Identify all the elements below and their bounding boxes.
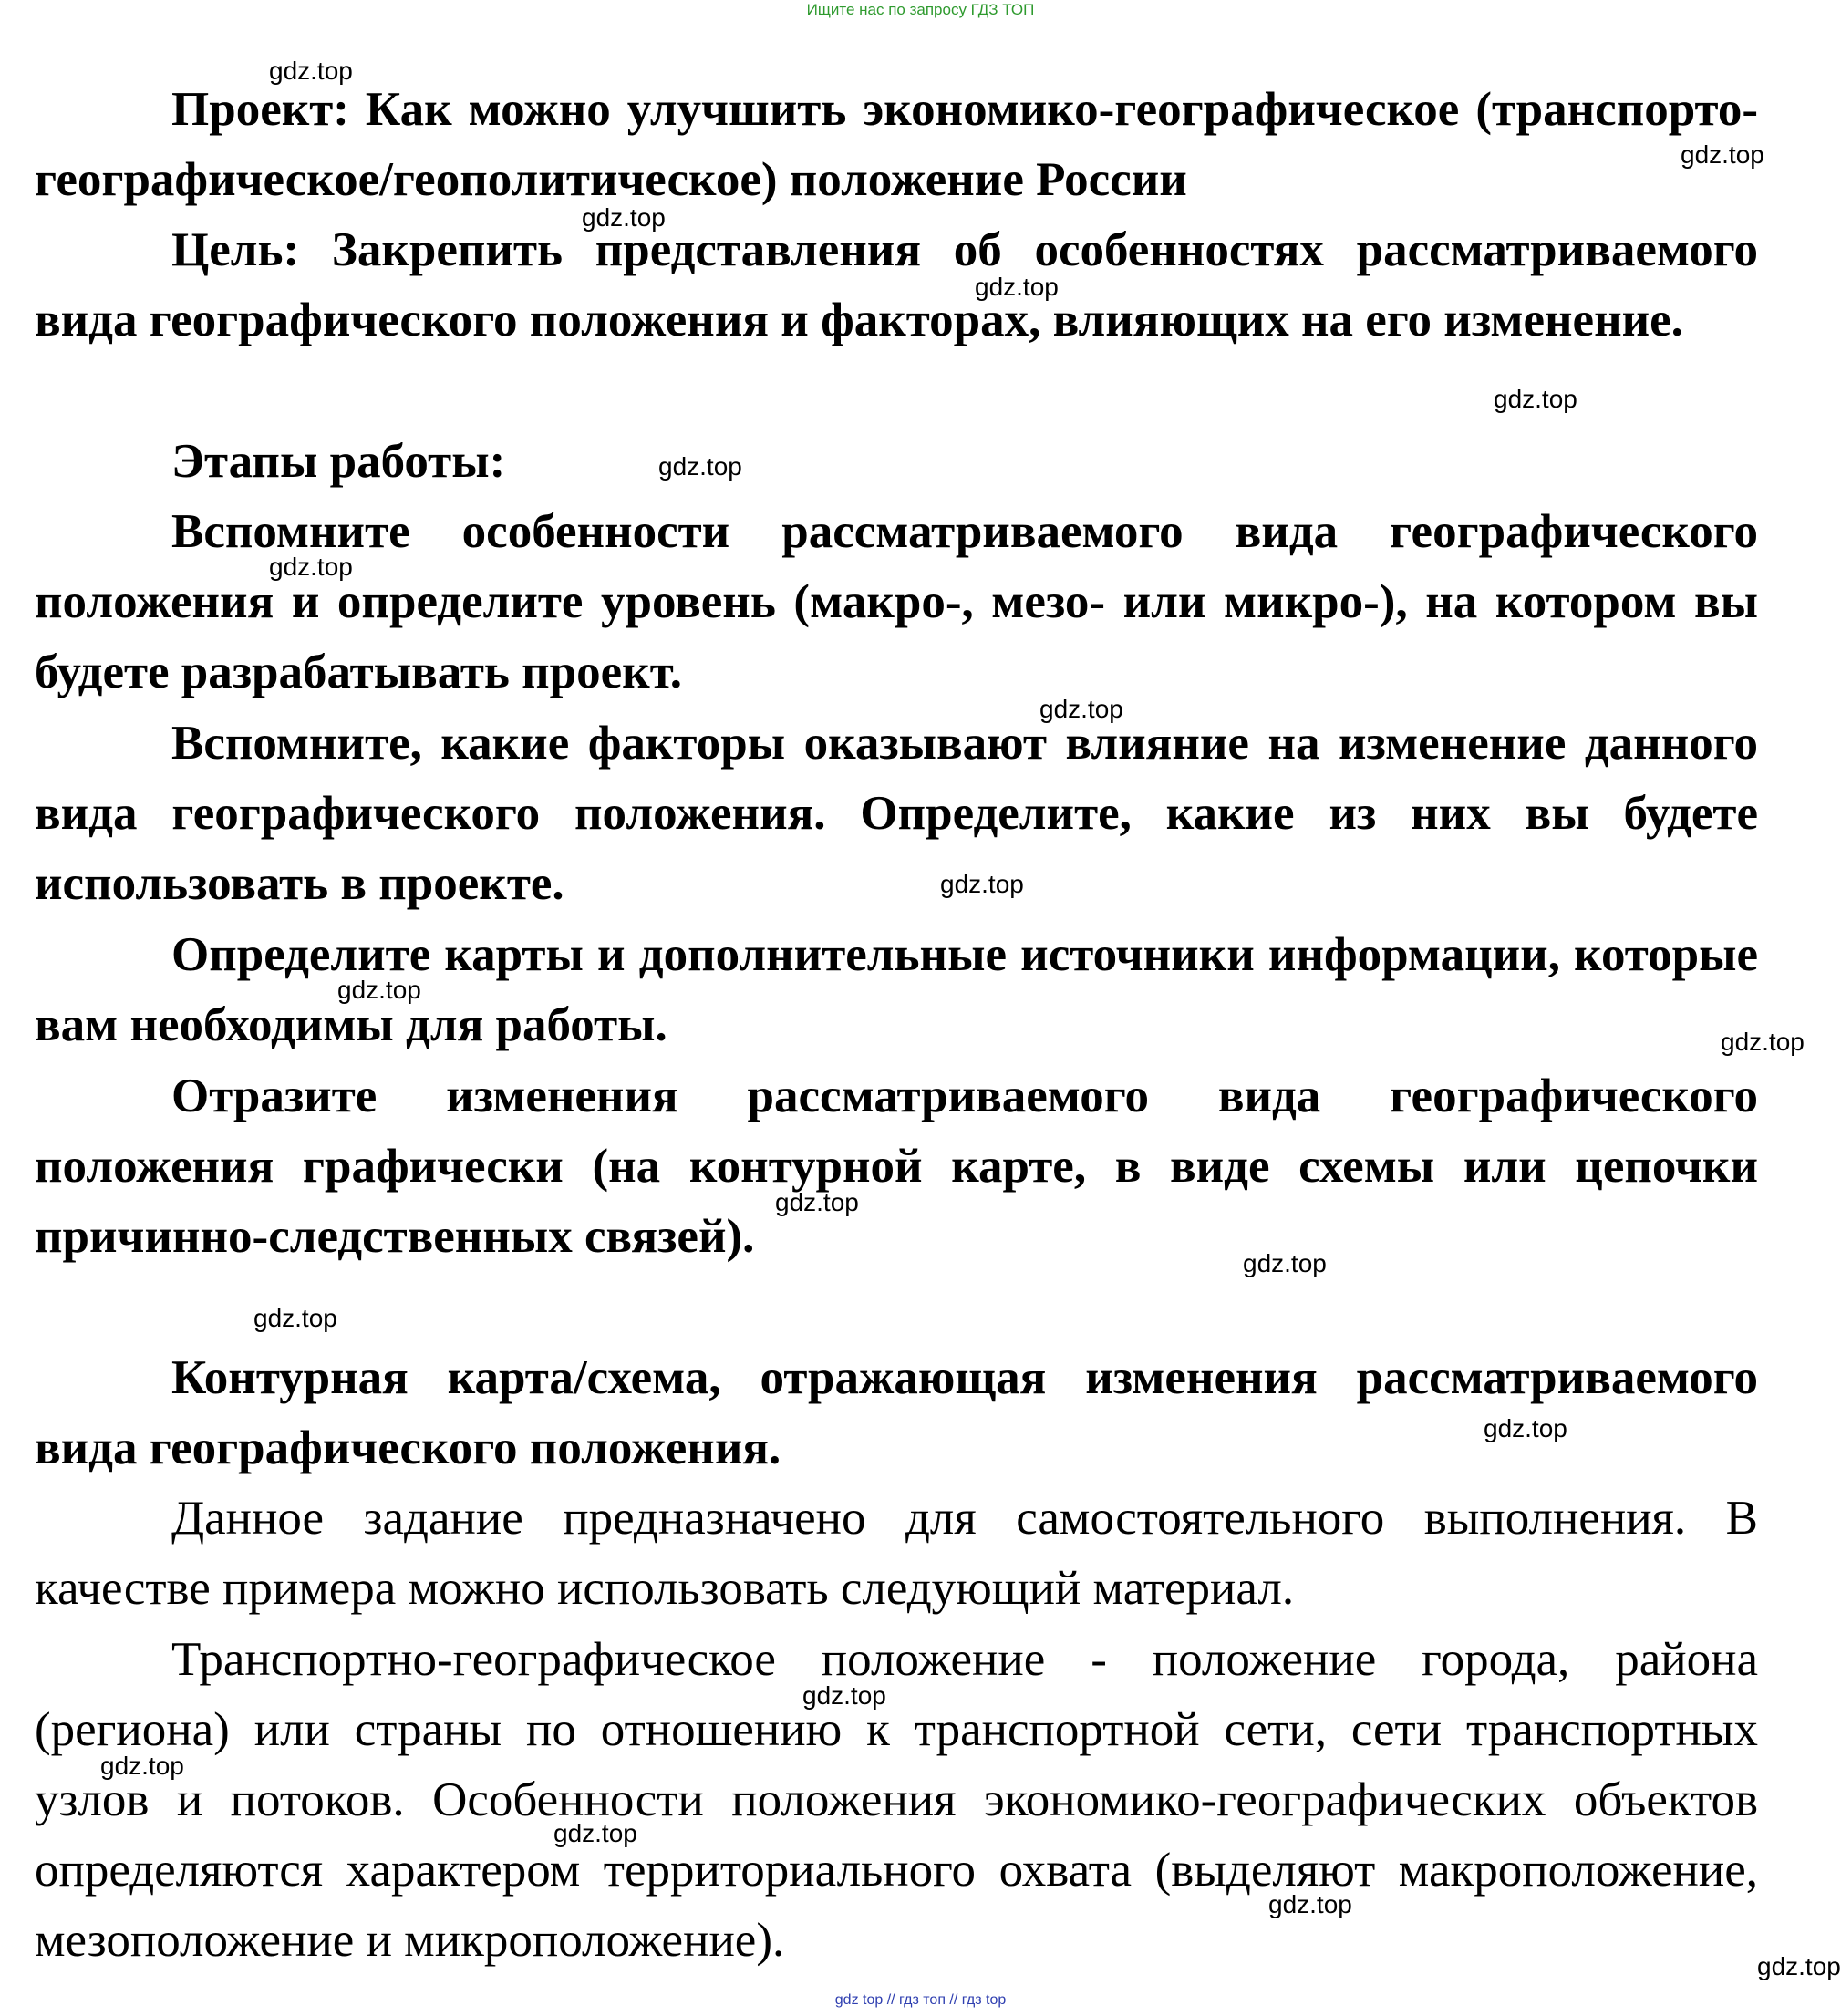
watermark: gdz.top <box>253 1304 337 1332</box>
watermark: gdz.top <box>1268 1890 1352 1918</box>
map-heading: Контурная карта/схема, отражающая изменения рассматриваемого вида географического положения. <box>35 1351 1758 1474</box>
watermark: gdz.top <box>1721 1028 1805 1056</box>
watermark: gdz.top <box>1243 1249 1327 1277</box>
watermark: gdz.top <box>1484 1414 1567 1442</box>
watermark: gdz.top <box>1681 140 1764 169</box>
bottom-banner: gdz top // гдз топ // гдз top <box>834 1992 1007 2008</box>
watermark: gdz.top <box>100 1752 184 1780</box>
watermark: gdz.top <box>940 870 1024 898</box>
project-title: Проект: Как можно улучшить экономико-географическое (транспорто-географическое/геополитическое) положение России <box>35 83 1758 206</box>
watermark: gdz.top <box>1494 385 1577 413</box>
watermark: gdz.top <box>553 1819 637 1847</box>
goal-paragraph: Цель: Закрепить представления об особенностях рассматриваемого вида географического положения и факторах, влияющих на его изменение. <box>35 223 1758 346</box>
definition-paragraph: Транспортно-географическое положение - положение города, района (региона) или страны по отношению к транспортной сети, сети транспортных узлов и потоков. Особенности положения экономико-географических объектов определяются характером территориального охвата (выделяют макроположение, мезоположение и микроположение). <box>35 1633 1758 1967</box>
step-2-paragraph: Вспомните, какие факторы оказывают влияние на изменение данного вида географического положения. Определите, какие из них вы будете использовать в проекте. <box>35 717 1758 910</box>
watermark: gdz.top <box>802 1681 886 1710</box>
watermark: gdz.top <box>582 203 666 232</box>
watermark: gdz.top <box>337 976 421 1004</box>
watermark: gdz.top <box>269 553 353 581</box>
stages-heading: Этапы работы: <box>171 435 506 488</box>
watermark: gdz.top <box>1039 695 1123 723</box>
step-4-paragraph: Отразите изменения рассматриваемого вида географического положения графически (на контурной карте, в виде схемы или цепочки причинно-следственных связей). <box>35 1070 1758 1263</box>
watermark: gdz.top <box>975 273 1059 301</box>
step-3-paragraph: Определите карты и дополнительные источники информации, которые вам необходимы для работы. <box>35 928 1758 1051</box>
step-1-paragraph: Вспомните особенности рассматриваемого вида географического положения и определите уровень (макро-, мезо- или микро-), на котором вы будете разрабатывать проект. <box>35 505 1758 698</box>
note-paragraph: Данное задание предназначено для самостоятельного выполнения. В качестве примера можно использовать следующий материал. <box>35 1492 1758 1615</box>
watermark: gdz.top <box>269 57 353 85</box>
watermark: gdz.top <box>1757 1952 1841 1980</box>
top-banner: Ищите нас по запросу ГДЗ ТОП <box>806 1 1035 18</box>
watermark: gdz.top <box>775 1188 859 1216</box>
watermark: gdz.top <box>658 452 742 481</box>
